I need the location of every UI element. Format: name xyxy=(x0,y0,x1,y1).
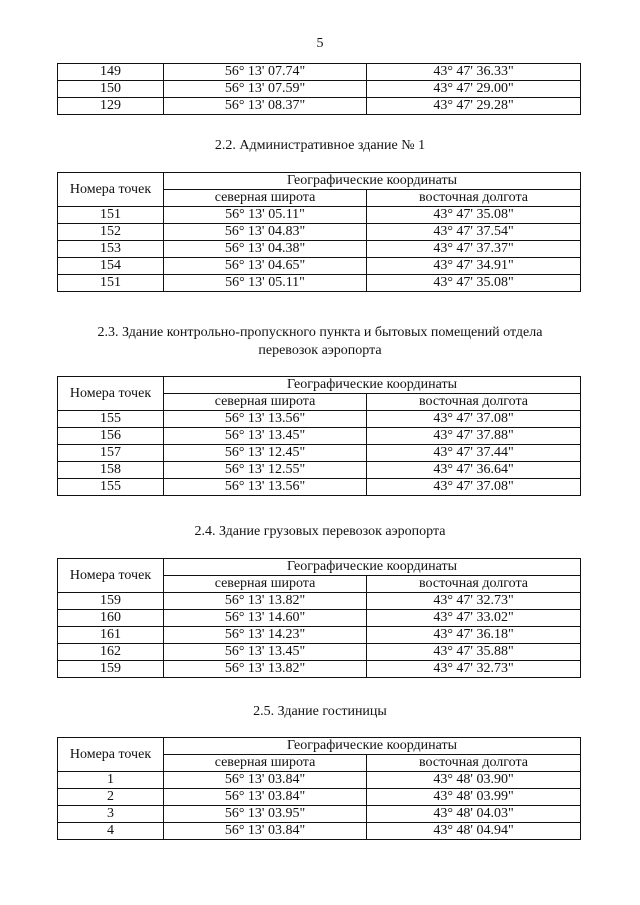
header-lon: восточная долгота xyxy=(367,576,581,593)
longitude-cell: 43° 48' 04.94" xyxy=(367,823,581,840)
point-number-cell: 129 xyxy=(58,98,164,115)
longitude-cell: 43° 47' 29.00" xyxy=(367,81,581,98)
longitude-cell: 43° 48' 04.03" xyxy=(367,806,581,823)
continuation-table xyxy=(57,63,581,115)
point-number-cell: 150 xyxy=(58,81,164,98)
point-number-cell: 152 xyxy=(58,224,164,241)
table-row xyxy=(58,462,581,479)
header-lon: восточная долгота xyxy=(367,190,581,207)
table-row xyxy=(58,98,581,115)
point-number-cell: 1 xyxy=(58,772,164,789)
longitude-cell: 43° 47' 36.33" xyxy=(367,64,581,81)
latitude-cell: 56° 13' 08.37" xyxy=(164,98,367,115)
table-row xyxy=(58,823,581,840)
table-row xyxy=(58,64,581,81)
table-row xyxy=(58,610,581,627)
header-geo: Географические координаты xyxy=(164,738,581,755)
longitude-cell: 43° 47' 37.08" xyxy=(367,479,581,496)
section-title: 2.3. Здание контрольно-пропускного пункта и бытовых помещений отдела xyxy=(97,325,543,340)
latitude-cell: 56° 13' 03.84" xyxy=(164,823,367,840)
longitude-cell: 43° 47' 29.28" xyxy=(367,98,581,115)
table-row xyxy=(58,661,581,678)
point-number-cell: 151 xyxy=(58,275,164,292)
header-lon: восточная долгота xyxy=(367,755,581,772)
table-row xyxy=(58,445,581,462)
point-number-cell: 153 xyxy=(58,241,164,258)
header-geo: Географические координаты xyxy=(164,173,581,190)
latitude-cell: 56° 13' 12.45" xyxy=(164,445,367,462)
latitude-cell: 56° 13' 12.55" xyxy=(164,462,367,479)
section-title-line2: перевозок аэропорта xyxy=(258,343,382,358)
table-row xyxy=(58,644,581,661)
latitude-cell: 56° 13' 05.11" xyxy=(164,275,367,292)
latitude-cell: 56° 13' 03.95" xyxy=(164,806,367,823)
longitude-cell: 43° 48' 03.99" xyxy=(367,789,581,806)
header-lat: северная широта xyxy=(164,755,367,772)
longitude-cell: 43° 47' 37.08" xyxy=(367,411,581,428)
latitude-cell: 56° 13' 04.38" xyxy=(164,241,367,258)
longitude-cell: 43° 47' 35.08" xyxy=(367,275,581,292)
longitude-cell: 43° 47' 35.08" xyxy=(367,207,581,224)
point-number-cell: 154 xyxy=(58,258,164,275)
coords-table xyxy=(57,172,581,292)
latitude-cell: 56° 13' 13.56" xyxy=(164,479,367,496)
header-points: Номера точек xyxy=(58,173,164,207)
header-lat: северная широта xyxy=(164,576,367,593)
table-row xyxy=(58,593,581,610)
longitude-cell: 43° 47' 36.18" xyxy=(367,627,581,644)
point-number-cell: 160 xyxy=(58,610,164,627)
latitude-cell: 56° 13' 03.84" xyxy=(164,789,367,806)
latitude-cell: 56° 13' 04.83" xyxy=(164,224,367,241)
table-row xyxy=(58,81,581,98)
point-number-cell: 159 xyxy=(58,661,164,678)
point-number-cell: 157 xyxy=(58,445,164,462)
page-number: 5 xyxy=(316,36,324,51)
header-geo: Географические координаты xyxy=(164,559,581,576)
table-row xyxy=(58,806,581,823)
longitude-cell: 43° 47' 37.44" xyxy=(367,445,581,462)
table-row xyxy=(58,258,581,275)
table-row xyxy=(58,789,581,806)
longitude-cell: 43° 47' 36.64" xyxy=(367,462,581,479)
table-row xyxy=(58,207,581,224)
latitude-cell: 56° 13' 13.82" xyxy=(164,661,367,678)
point-number-cell: 161 xyxy=(58,627,164,644)
section-title: 2.4. Здание грузовых перевозок аэропорта xyxy=(194,524,446,539)
header-points: Номера точек xyxy=(58,738,164,772)
table-row xyxy=(58,627,581,644)
coords-table xyxy=(57,376,581,496)
longitude-cell: 43° 47' 37.88" xyxy=(367,428,581,445)
table-row xyxy=(58,224,581,241)
header-points: Номера точек xyxy=(58,559,164,593)
latitude-cell: 56° 13' 07.59" xyxy=(164,81,367,98)
latitude-cell: 56° 13' 07.74" xyxy=(164,64,367,81)
longitude-cell: 43° 48' 03.90" xyxy=(367,772,581,789)
latitude-cell: 56° 13' 04.65" xyxy=(164,258,367,275)
point-number-cell: 2 xyxy=(58,789,164,806)
latitude-cell: 56° 13' 03.84" xyxy=(164,772,367,789)
point-number-cell: 155 xyxy=(58,479,164,496)
latitude-cell: 56° 13' 14.23" xyxy=(164,627,367,644)
latitude-cell: 56° 13' 13.56" xyxy=(164,411,367,428)
longitude-cell: 43° 47' 35.88" xyxy=(367,644,581,661)
latitude-cell: 56° 13' 13.45" xyxy=(164,428,367,445)
table-row xyxy=(58,275,581,292)
table-row xyxy=(58,428,581,445)
table-row xyxy=(58,411,581,428)
point-number-cell: 156 xyxy=(58,428,164,445)
header-lat: северная широта xyxy=(164,394,367,411)
header-geo: Географические координаты xyxy=(164,377,581,394)
longitude-cell: 43° 47' 32.73" xyxy=(367,661,581,678)
latitude-cell: 56° 13' 13.45" xyxy=(164,644,367,661)
longitude-cell: 43° 47' 34.91" xyxy=(367,258,581,275)
section-title: 2.5. Здание гостиницы xyxy=(253,704,387,719)
coords-table xyxy=(57,737,581,840)
latitude-cell: 56° 13' 13.82" xyxy=(164,593,367,610)
longitude-cell: 43° 47' 37.37" xyxy=(367,241,581,258)
table-row xyxy=(58,772,581,789)
coords-table xyxy=(57,558,581,678)
point-number-cell: 158 xyxy=(58,462,164,479)
point-number-cell: 4 xyxy=(58,823,164,840)
table-row xyxy=(58,479,581,496)
section-title: 2.2. Административное здание № 1 xyxy=(214,138,426,153)
point-number-cell: 151 xyxy=(58,207,164,224)
header-lon: восточная долгота xyxy=(367,394,581,411)
header-lat: северная широта xyxy=(164,190,367,207)
latitude-cell: 56° 13' 14.60" xyxy=(164,610,367,627)
header-points: Номера точек xyxy=(58,377,164,411)
latitude-cell: 56° 13' 05.11" xyxy=(164,207,367,224)
point-number-cell: 3 xyxy=(58,806,164,823)
longitude-cell: 43° 47' 37.54" xyxy=(367,224,581,241)
point-number-cell: 155 xyxy=(58,411,164,428)
longitude-cell: 43° 47' 32.73" xyxy=(367,593,581,610)
table-row xyxy=(58,241,581,258)
point-number-cell: 149 xyxy=(58,64,164,81)
longitude-cell: 43° 47' 33.02" xyxy=(367,610,581,627)
point-number-cell: 159 xyxy=(58,593,164,610)
point-number-cell: 162 xyxy=(58,644,164,661)
